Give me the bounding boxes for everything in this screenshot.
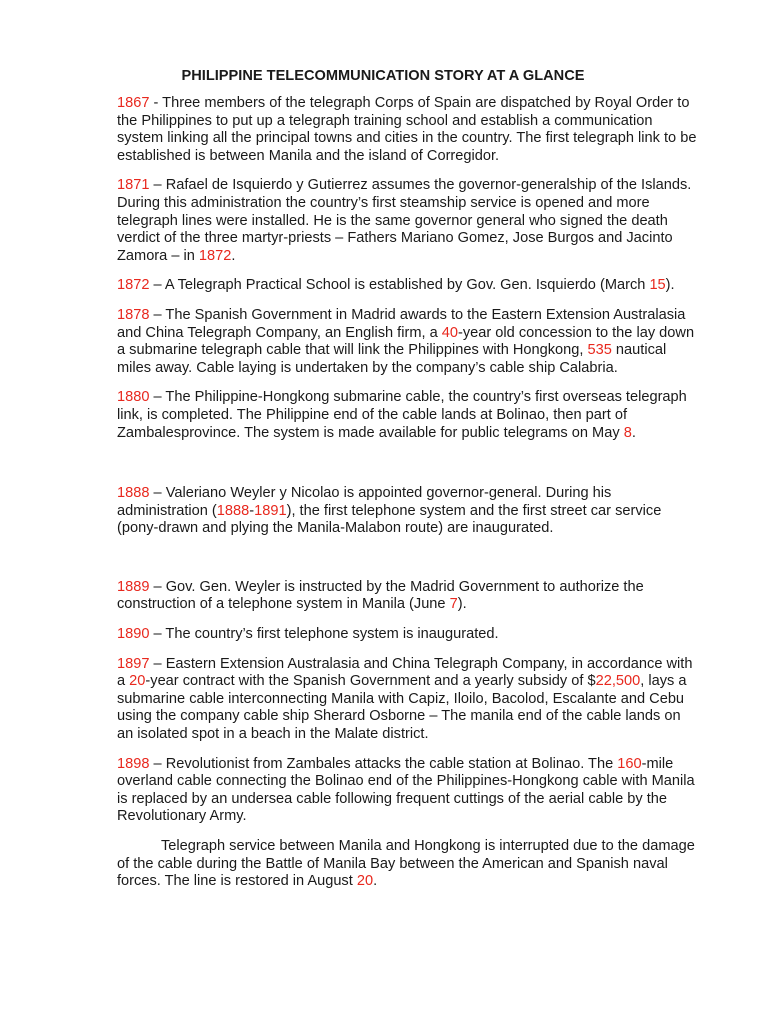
paragraph-text: . [373,873,378,890]
highlighted-number: 1867 [117,95,150,111]
paragraph-text: ). [457,596,467,613]
paragraph-text: – Revolutionist from Zambales attacks the cable station at Bolinao. The [149,755,618,772]
paragraph-text: – Gov. Gen. Weyler is instructed by the Madrid Government to authorize the construction of a telephone system in Manila (June [117,578,644,613]
timeline-paragraph [117,95,697,165]
highlighted-number: 7 [449,596,458,613]
highlighted-number: 1889 [117,578,150,595]
highlighted-number: 15 [649,277,666,294]
timeline-paragraph [117,485,697,538]
highlighted-number: 1872 [117,277,150,294]
paragraph-text: -year old concession to the lay down a submarine telegraph cable that will link the Philippines with Hongkong, [117,324,695,359]
highlighted-number: 1880 [117,389,150,406]
highlighted-number: 1897 [117,655,150,672]
highlighted-number: 22,500 [595,673,641,690]
paragraph-text: nautical miles away. Cable laying is undertaken by the company’s cable ship Calabria. [117,342,667,376]
timeline-paragraph [117,656,697,744]
paragraph-text: – Rafael de Isquierdo y Gutierrez assumes the governor-generalship of the Islands. During this administration the country’s first steamship service is opened and more telegraph lines were installed. He is the same governor general who signed the death verdict of the three martyr-priests – Fathers Mariano Gomez, Jose Burgos and Jacinto Zamora – in [117,177,692,264]
highlighted-number: 1878 [117,306,150,323]
paragraph-text: – The Philippine-Hongkong submarine cable, the country’s first overseas telegraph link, is completed. The Philippine end of the cable lands at Bolinao, then part of Zambalesprovince. The system is made available for public telegrams on May [117,389,687,441]
timeline-paragraph [117,579,697,614]
paragraph-text: Telegraph service between Manila and Hongkong is interrupted due to the damage of the cable during the Battle of Manila Bay between the American and Spanish naval forces. The line is restored in August [117,838,695,890]
paragraph-text: – Valeriano Weyler y Nicolao is appointed governor-general. During his administration ( [117,485,612,519]
timeline-paragraph [117,838,697,891]
paragraph-text: – The country’s first telephone system is inaugurated. [149,626,499,643]
timeline-paragraph [117,389,697,442]
paragraph-text: - [249,502,255,519]
timeline-paragraph [117,277,697,295]
paragraph-text: , lays a submarine cable interconnecting Manila with Capiz, Iloilo, Bacolod, Escalante and Cebu using the company cable ship Sherard Osborne – The manila end of the cable lands on an isolated spot in a beach in the Malate district. [117,673,687,743]
highlighted-number: 8 [623,424,632,441]
highlighted-number: 160 [617,755,642,772]
paragraph-text: -mile overland cable connecting the Bolinao end of the Philippines-Hongkong cable with Manila is replaced by an undersea cable following frequent cuttings of the aerial cable by the Revolutionary Army. [117,755,695,825]
paragraph-text: ), the first telephone system and the first street car service (pony-drawn and plying the Manila-Malabon route) are inaugurated. [117,502,662,537]
paragraph-list [117,95,697,891]
paragraph-text: ). [665,277,675,294]
highlighted-number: 1891 [254,502,287,519]
highlighted-number: 535 [587,342,612,359]
highlighted-number: 1888 [216,502,250,519]
paragraph-text: – A Telegraph Practical School is established by Gov. Gen. Isquierdo (March [149,277,650,294]
timeline-paragraph [117,626,697,644]
document-page [117,68,697,903]
highlighted-number: 1872 [198,247,232,264]
paragraph-text: . [631,424,636,441]
timeline-paragraph [117,307,697,377]
paragraph-text: – The Spanish Government in Madrid awards to the Eastern Extension Australasia and China Telegraph Company, an English firm, a [117,306,686,341]
paragraph-text: - Three members of the telegraph Corps of Spain are dispatched by Royal Order to the Philippines to put up a telegraph training school and establish a communication system linking all the principal towns and cities in the country. The first telegraph link to be established is between Manila and the island of Corregidor. [117,95,697,164]
highlighted-number: 20 [129,673,146,690]
highlighted-number: 1898 [117,755,150,772]
highlighted-number: 1890 [117,626,150,643]
highlighted-number: 40 [441,324,458,341]
document-title: PHILIPPINE TELECOMMUNICATION STORY AT A GLANCE [181,68,585,84]
paragraph-text: . [231,247,236,264]
highlighted-number: 1888 [117,485,150,502]
highlighted-number: 1871 [117,177,150,194]
paragraph-text: -year contract with the Spanish Government and a yearly subsidy of $ [145,673,596,690]
timeline-paragraph [117,177,697,265]
timeline-paragraph [117,756,697,826]
paragraph-text: – Eastern Extension Australasia and China Telegraph Company, in accordance with a [117,655,693,690]
highlighted-number: 20 [356,873,374,890]
